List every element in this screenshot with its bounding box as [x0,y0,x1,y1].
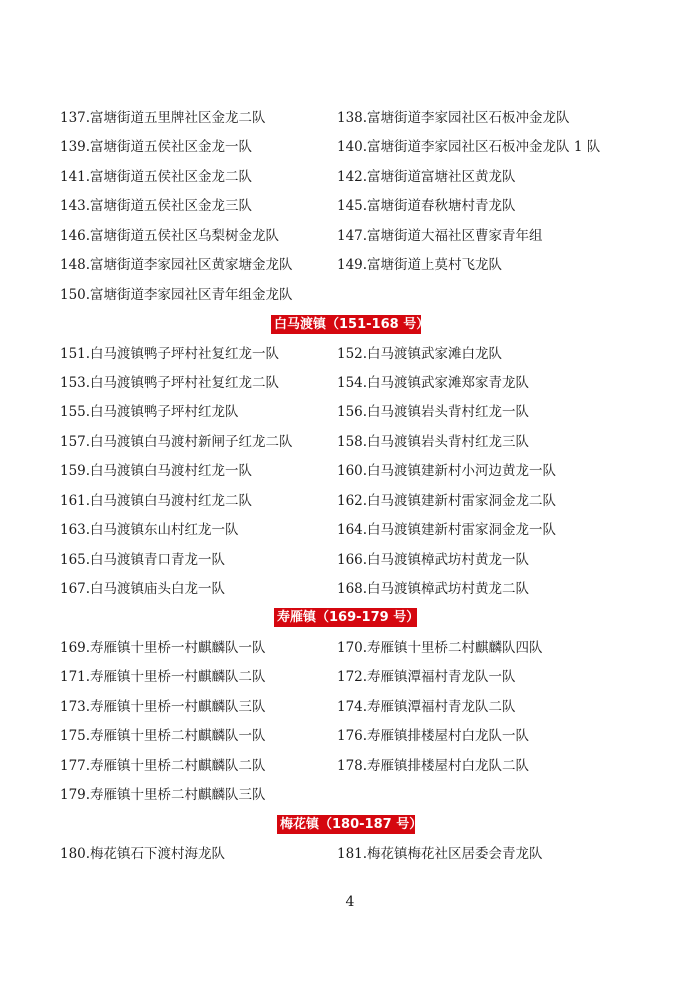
list-row [0,224,700,248]
list-item: 148.富塘街道李家园社区黄家塘金龙队 [60,257,293,273]
list-row [0,371,700,395]
list-row [0,665,700,689]
list-item: 164.白马渡镇建新村雷家洞金龙一队 [337,522,557,538]
list-row [0,400,700,424]
list-item: 143.富塘街道五侯社区金龙三队 [60,198,253,214]
list-row [0,430,700,454]
list-row [0,783,700,807]
list-item: 168.白马渡镇樟武坊村黄龙二队 [337,581,530,597]
list-row [0,489,700,513]
list-item: 169.寿雁镇十里桥一村麒麟队一队 [60,640,266,656]
list-item: 142.富塘街道富塘社区黄龙队 [337,169,516,185]
list-item: 146.富塘街道五侯社区乌梨树金龙队 [60,228,280,244]
list-item: 152.白马渡镇武家滩白龙队 [337,346,503,362]
list-item: 150.富塘街道李家园社区青年组金龙队 [60,287,293,303]
list-row [0,253,700,277]
list-item: 159.白马渡镇白马渡村红龙一队 [60,463,253,479]
list-item: 161.白马渡镇白马渡村红龙二队 [60,493,253,509]
section-heading: 梅花镇（180-187 号） [277,815,415,834]
list-item: 155.白马渡镇鸭子坪村红龙队 [60,404,239,420]
list-item: 158.白马渡镇岩头背村红龙三队 [337,434,530,450]
page-number: 4 [345,894,355,910]
list-row [0,194,700,218]
list-item: 149.富塘街道上莫村飞龙队 [337,257,503,273]
list-row [0,106,700,130]
list-item: 162.白马渡镇建新村雷家洞金龙二队 [337,493,557,509]
list-item: 174.寿雁镇潭福村青龙队二队 [337,699,516,715]
list-item: 141.富塘街道五侯社区金龙二队 [60,169,253,185]
list-item: 166.白马渡镇樟武坊村黄龙一队 [337,552,530,568]
list-item: 138.富塘街道李家园社区石板冲金龙队 [337,110,570,126]
list-row [0,459,700,483]
list-row [0,548,700,572]
list-row [0,695,700,719]
list-row [0,842,700,866]
list-item: 139.富塘街道五侯社区金龙一队 [60,139,253,155]
list-item: 170.寿雁镇十里桥二村麒麟队四队 [337,640,543,656]
section-heading: 白马渡镇（151-168 号） [271,315,421,334]
list-item: 147.富塘街道大福社区曹家青年组 [337,228,543,244]
list-item: 154.白马渡镇武家滩郑家青龙队 [337,375,530,391]
list-item: 167.白马渡镇庙头白龙一队 [60,581,226,597]
list-item: 165.白马渡镇青口青龙一队 [60,552,226,568]
list-row [0,636,700,660]
list-row [0,754,700,778]
list-item: 151.白马渡镇鸭子坪村社复红龙一队 [60,346,280,362]
list-item: 153.白马渡镇鸭子坪村社复红龙二队 [60,375,280,391]
list-item: 173.寿雁镇十里桥一村麒麟队三队 [60,699,266,715]
list-item: 171.寿雁镇十里桥一村麒麟队二队 [60,669,266,685]
section-heading: 寿雁镇（169-179 号） [274,608,417,627]
list-item: 181.梅花镇梅花社区居委会青龙队 [337,846,543,862]
list-item: 177.寿雁镇十里桥二村麒麟队二队 [60,758,266,774]
list-item: 175.寿雁镇十里桥二村麒麟队一队 [60,728,266,744]
list-row [0,342,700,366]
list-item: 176.寿雁镇排楼屋村白龙队一队 [337,728,530,744]
list-item: 145.富塘街道春秋塘村青龙队 [337,198,516,214]
list-item: 180.梅花镇石下渡村海龙队 [60,846,226,862]
list-item: 179.寿雁镇十里桥二村麒麟队三队 [60,787,266,803]
list-row [0,518,700,542]
list-item: 178.寿雁镇排楼屋村白龙队二队 [337,758,530,774]
list-row [0,577,700,601]
list-item: 156.白马渡镇岩头背村红龙一队 [337,404,530,420]
list-item: 160.白马渡镇建新村小河边黄龙一队 [337,463,557,479]
list-item: 163.白马渡镇东山村红龙一队 [60,522,239,538]
list-item: 172.寿雁镇潭福村青龙队一队 [337,669,516,685]
list-item: 157.白马渡镇白马渡村新闸子红龙二队 [60,434,293,450]
list-row [0,135,700,159]
list-row [0,283,700,307]
list-item: 140.富塘街道李家园社区石板冲金龙队 1 队 [337,139,601,155]
list-item: 137.富塘街道五里牌社区金龙二队 [60,110,266,126]
list-row [0,724,700,748]
list-row [0,165,700,189]
